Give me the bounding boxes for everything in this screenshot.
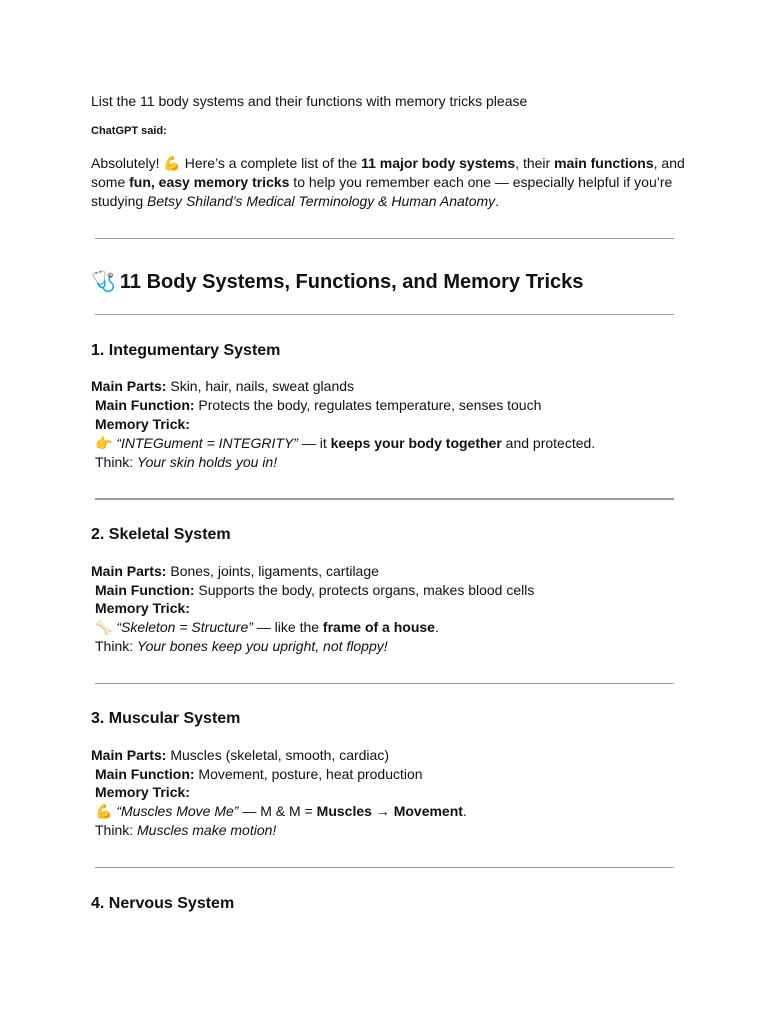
label: Think: [95,638,138,654]
label: Think: [95,822,138,838]
trick-phrase: “INTEGument = INTEGRITY” [116,435,298,451]
intro-bold: fun, easy memory tricks [129,174,290,190]
label: Main Parts: [91,563,167,579]
memory-trick-line [95,802,467,820]
trick-bold: frame of a house [322,619,435,635]
value: Movement, posture, heat production [194,766,423,782]
trick-bold: Muscles [316,803,372,819]
flexed-biceps-icon: 💪 [163,155,181,171]
think-line [95,453,277,471]
memory-trick-label [95,599,190,617]
intro-bold: 11 major body systems [361,155,516,171]
main-function-line [95,581,534,599]
label: Main Parts: [91,747,167,763]
section-heading: 4. Nervous System [91,895,235,912]
stethoscope-icon: 🩺 [91,271,116,293]
trick-text: — M & M = [238,803,317,819]
main-parts-line [91,562,379,580]
intro-bold: main functions [554,155,654,171]
section-heading: 1. Integumentary System [91,342,281,359]
bone-icon: 🦴 [95,619,113,635]
intro-text: , and some [91,155,685,190]
divider [95,867,674,868]
think-text: Muscles make motion! [137,822,277,838]
label: Main Function: [95,582,195,598]
think-line [95,637,388,655]
divider [95,314,674,315]
value: Muscles (skeletal, smooth, cardiac) [166,747,389,763]
intro-text: , their [515,155,555,171]
section-heading: 2. Skeletal System [91,526,231,543]
page-title [91,268,583,296]
value: Protects the body, regulates temperature, senses touch [194,397,542,413]
section-heading: 3. Muscular System [91,710,241,727]
trick-text: . [462,803,467,819]
main-function-line [95,765,423,783]
intro-text: Here’s a complete list of the [180,155,362,171]
memory-trick-line [95,434,595,452]
value: Bones, joints, ligaments, cartilage [166,563,379,579]
think-text: Your bones keep you upright, not floppy! [137,638,388,654]
divider [95,683,674,684]
book-title: Betsy Shiland’s Medical Terminology & Human Anatomy [147,193,496,209]
intro-text: to help you remember each one — especially helpful if you’re studying [91,174,673,209]
main-parts-line [91,377,354,395]
divider [95,238,674,239]
main-function-line [95,396,541,414]
label: Main Function: [95,397,195,413]
flexed-biceps-icon: 💪 [95,803,113,819]
trick-phrase: “Muscles Move Me” [116,803,239,819]
trick-text: — like the [252,619,323,635]
memory-trick-label [95,783,190,801]
intro-paragraph [91,154,691,211]
memory-trick-label [95,415,190,433]
label: Main Function: [95,766,195,782]
think-text: Your skin holds you in! [137,454,278,470]
label: Memory Trick: [95,416,190,432]
intro-text: Absolutely! [91,155,164,171]
page-title-text: 11 Body Systems, Functions, and Memory Tricks [119,271,584,293]
label: Main Parts: [91,378,167,394]
label: Memory Trick: [95,600,190,616]
trick-bold: Movement [393,803,463,819]
intro-text: . [495,193,500,209]
divider [95,498,674,500]
think-line [95,821,276,839]
value: Skin, hair, nails, sweat glands [166,378,355,394]
trick-text: . [434,619,439,635]
assistant-label: ChatGPT said: [91,125,167,137]
trick-text: and protected. [501,435,596,451]
label: Think: [95,454,138,470]
memory-trick-line [95,618,439,636]
trick-bold: keeps your body together [330,435,502,451]
value: Supports the body, protects organs, makes blood cells [194,582,535,598]
pointing-hand-icon: 👉 [95,435,113,451]
main-parts-line [91,746,389,764]
user-prompt: List the 11 body systems and their functions with memory tricks please [91,93,528,109]
arrow-icon: → [371,803,394,819]
trick-phrase: “Skeleton = Structure” [116,619,253,635]
label: Memory Trick: [95,784,190,800]
trick-text: — it [297,435,331,451]
